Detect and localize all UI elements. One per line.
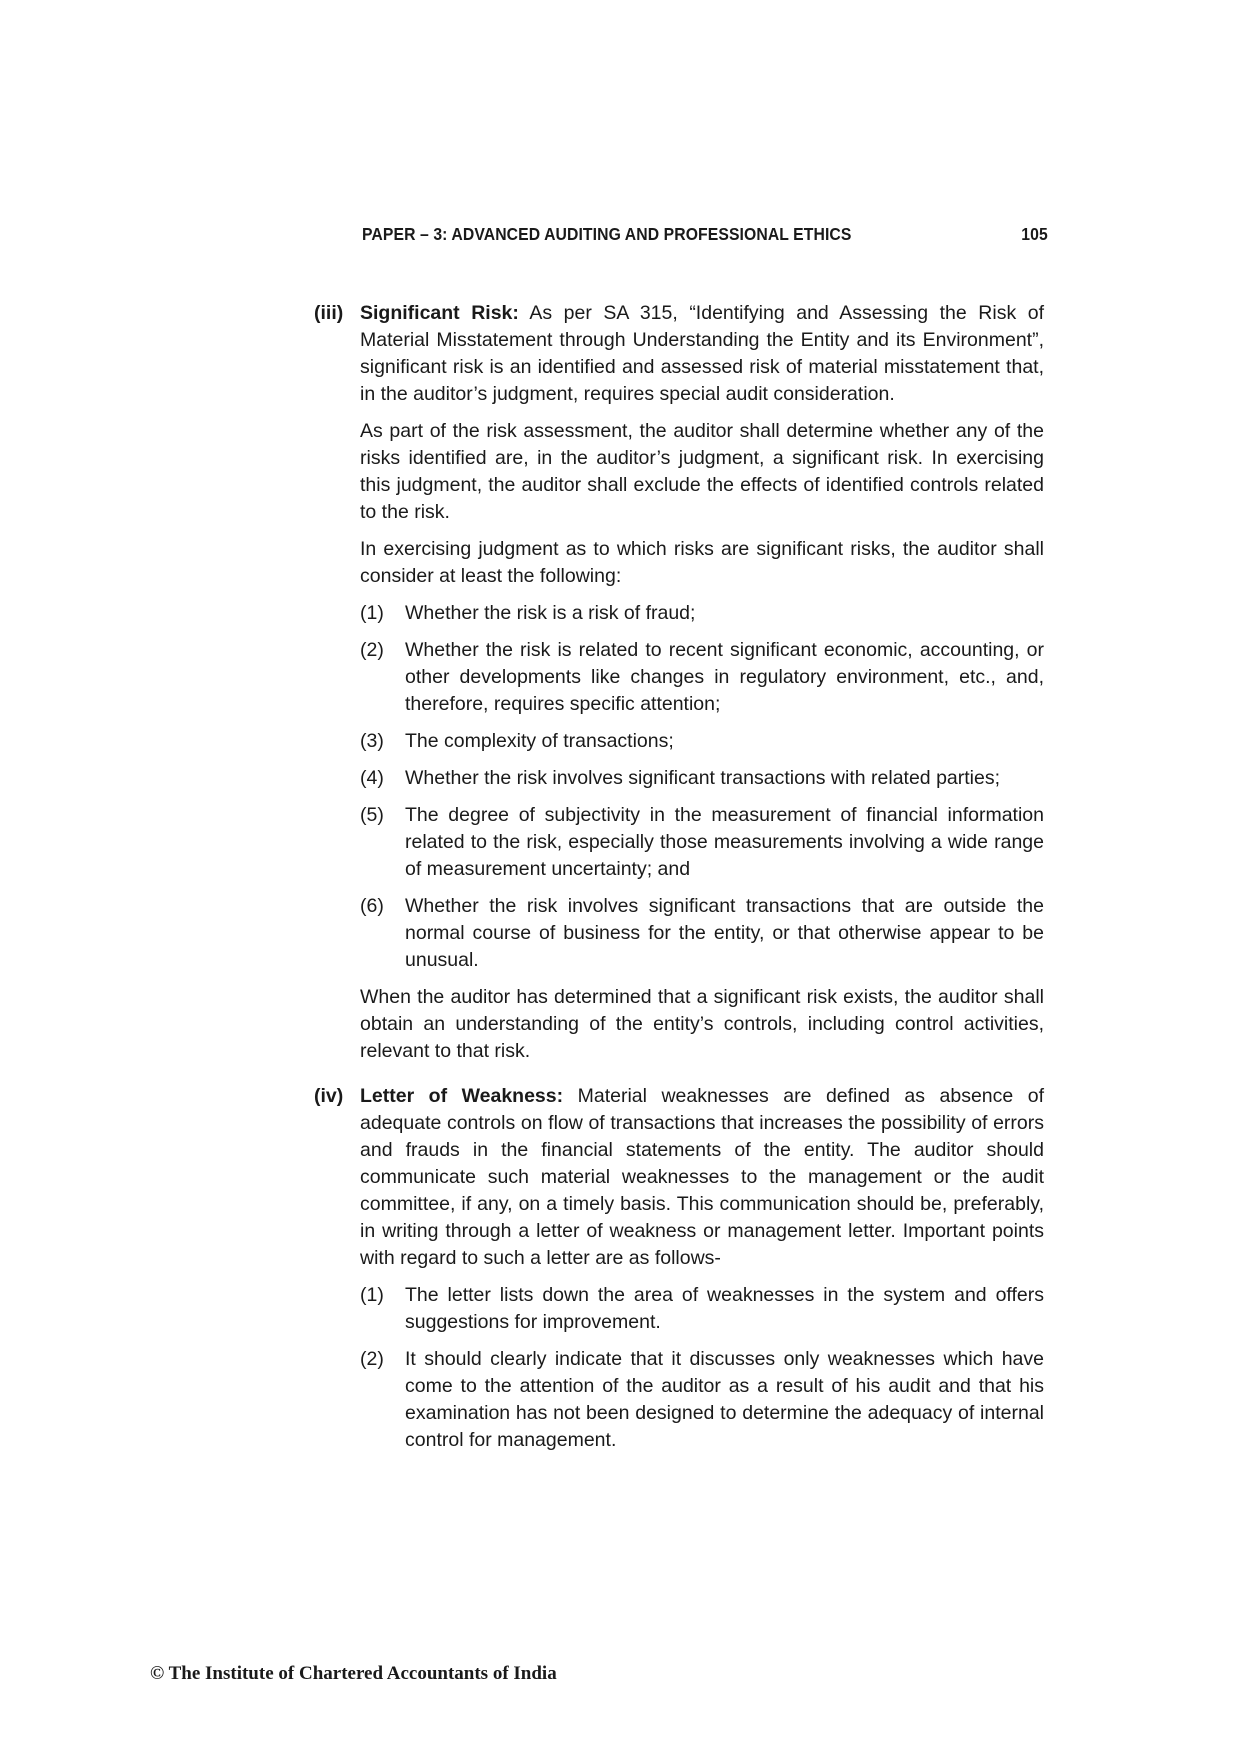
list-item [360,765,1044,792]
item-number: (5) [360,804,384,826]
section-letter-of-weakness [314,1083,1044,1464]
item-text: Whether the risk involves significant transactions that are outside the normal course of business for the entity, or that otherwise appear to be unusual. [405,895,1044,971]
item-text: The degree of subjectivity in the measurement of financial information related to the risk, especially those measurements involving a wide range of measurement uncertainty; and [405,804,1044,880]
item-number: (2) [360,1348,384,1370]
section-intro [360,300,1044,408]
item-text: Whether the risk is related to recent significant economic, accounting, or other developments like changes in regulatory environment, etc., and, therefore, requires specific attention; [405,639,1044,715]
item-text: Whether the risk involves significant transactions with related parties; [405,767,1001,789]
paragraph: As part of the risk assessment, the auditor shall determine whether any of the risks identified are, in the auditor’s judgment, a significant risk. In exercising this judgment, the auditor shall exclude the effects of identified controls related to the risk. [360,420,1044,523]
item-number: (2) [360,639,384,661]
item-text: The complexity of transactions; [405,730,674,752]
copyright-footer: © The Institute of Chartered Accountants of India [150,1663,557,1684]
item-number: (6) [360,895,384,917]
list-item [360,637,1044,718]
page-header [362,224,1048,245]
item-number: (1) [360,602,384,624]
item-number: (1) [360,1284,384,1306]
closing-paragraph: When the auditor has determined that a significant risk exists, the auditor shall obtain an understanding of the entity’s controls, including control activities, relevant to that risk. [360,986,1044,1062]
item-number: (3) [360,730,384,752]
section-label: (iii) [314,302,344,324]
item-number: (4) [360,767,384,789]
section-heading: Letter of Weakness: [360,1085,564,1107]
section-body [360,1083,1044,1464]
list-item [360,802,1044,883]
page-number: 105 [1021,224,1048,244]
section-intro [360,1083,1044,1272]
section-significant-risk [314,300,1044,1075]
list-item [360,1282,1044,1336]
section-body [360,300,1044,1075]
section-heading: Significant Risk: [360,302,519,324]
item-text: It should clearly indicate that it discusses only weaknesses which have come to the attention of the auditor as a result of his audit and that his examination has not been designed to determine the adequacy of internal control for management. [405,1348,1044,1451]
letter-points-list [360,1282,1044,1454]
item-text: The letter lists down the area of weaknesses in the system and offers suggestions for improvement. [405,1284,1044,1333]
intro-text: Material weaknesses are defined as absence of adequate controls on flow of transactions that increases the possibility of errors and frauds in the financial statements of the entity. The auditor should communicate such material weaknesses to the management or the audit committee, if any, on a timely basis. This communication should be, preferably, in writing through a letter of weakness or management letter. Important points with regard to such a letter are as follows- [360,1085,1044,1269]
section-label: (iv) [314,1085,344,1107]
list-item [360,893,1044,974]
page-content [314,300,1044,1472]
paragraph: In exercising judgment as to which risks are significant risks, the auditor shall consider at least the following: [360,538,1044,587]
intro-text: As per SA 315, “Identifying and Assessing the Risk of Material Misstatement through Understanding the Entity and its Environment”, significant risk is an identified and assessed risk of material misstatement that, in the auditor’s judgment, requires special audit consideration. [360,302,1044,405]
criteria-list [360,600,1044,974]
item-text: Whether the risk is a risk of fraud; [405,602,696,624]
list-item [360,600,1044,627]
list-item [360,1346,1044,1454]
list-item [360,728,1044,755]
paper-title: PAPER – 3: ADVANCED AUDITING AND PROFESSIONAL ETHICS [362,224,852,244]
